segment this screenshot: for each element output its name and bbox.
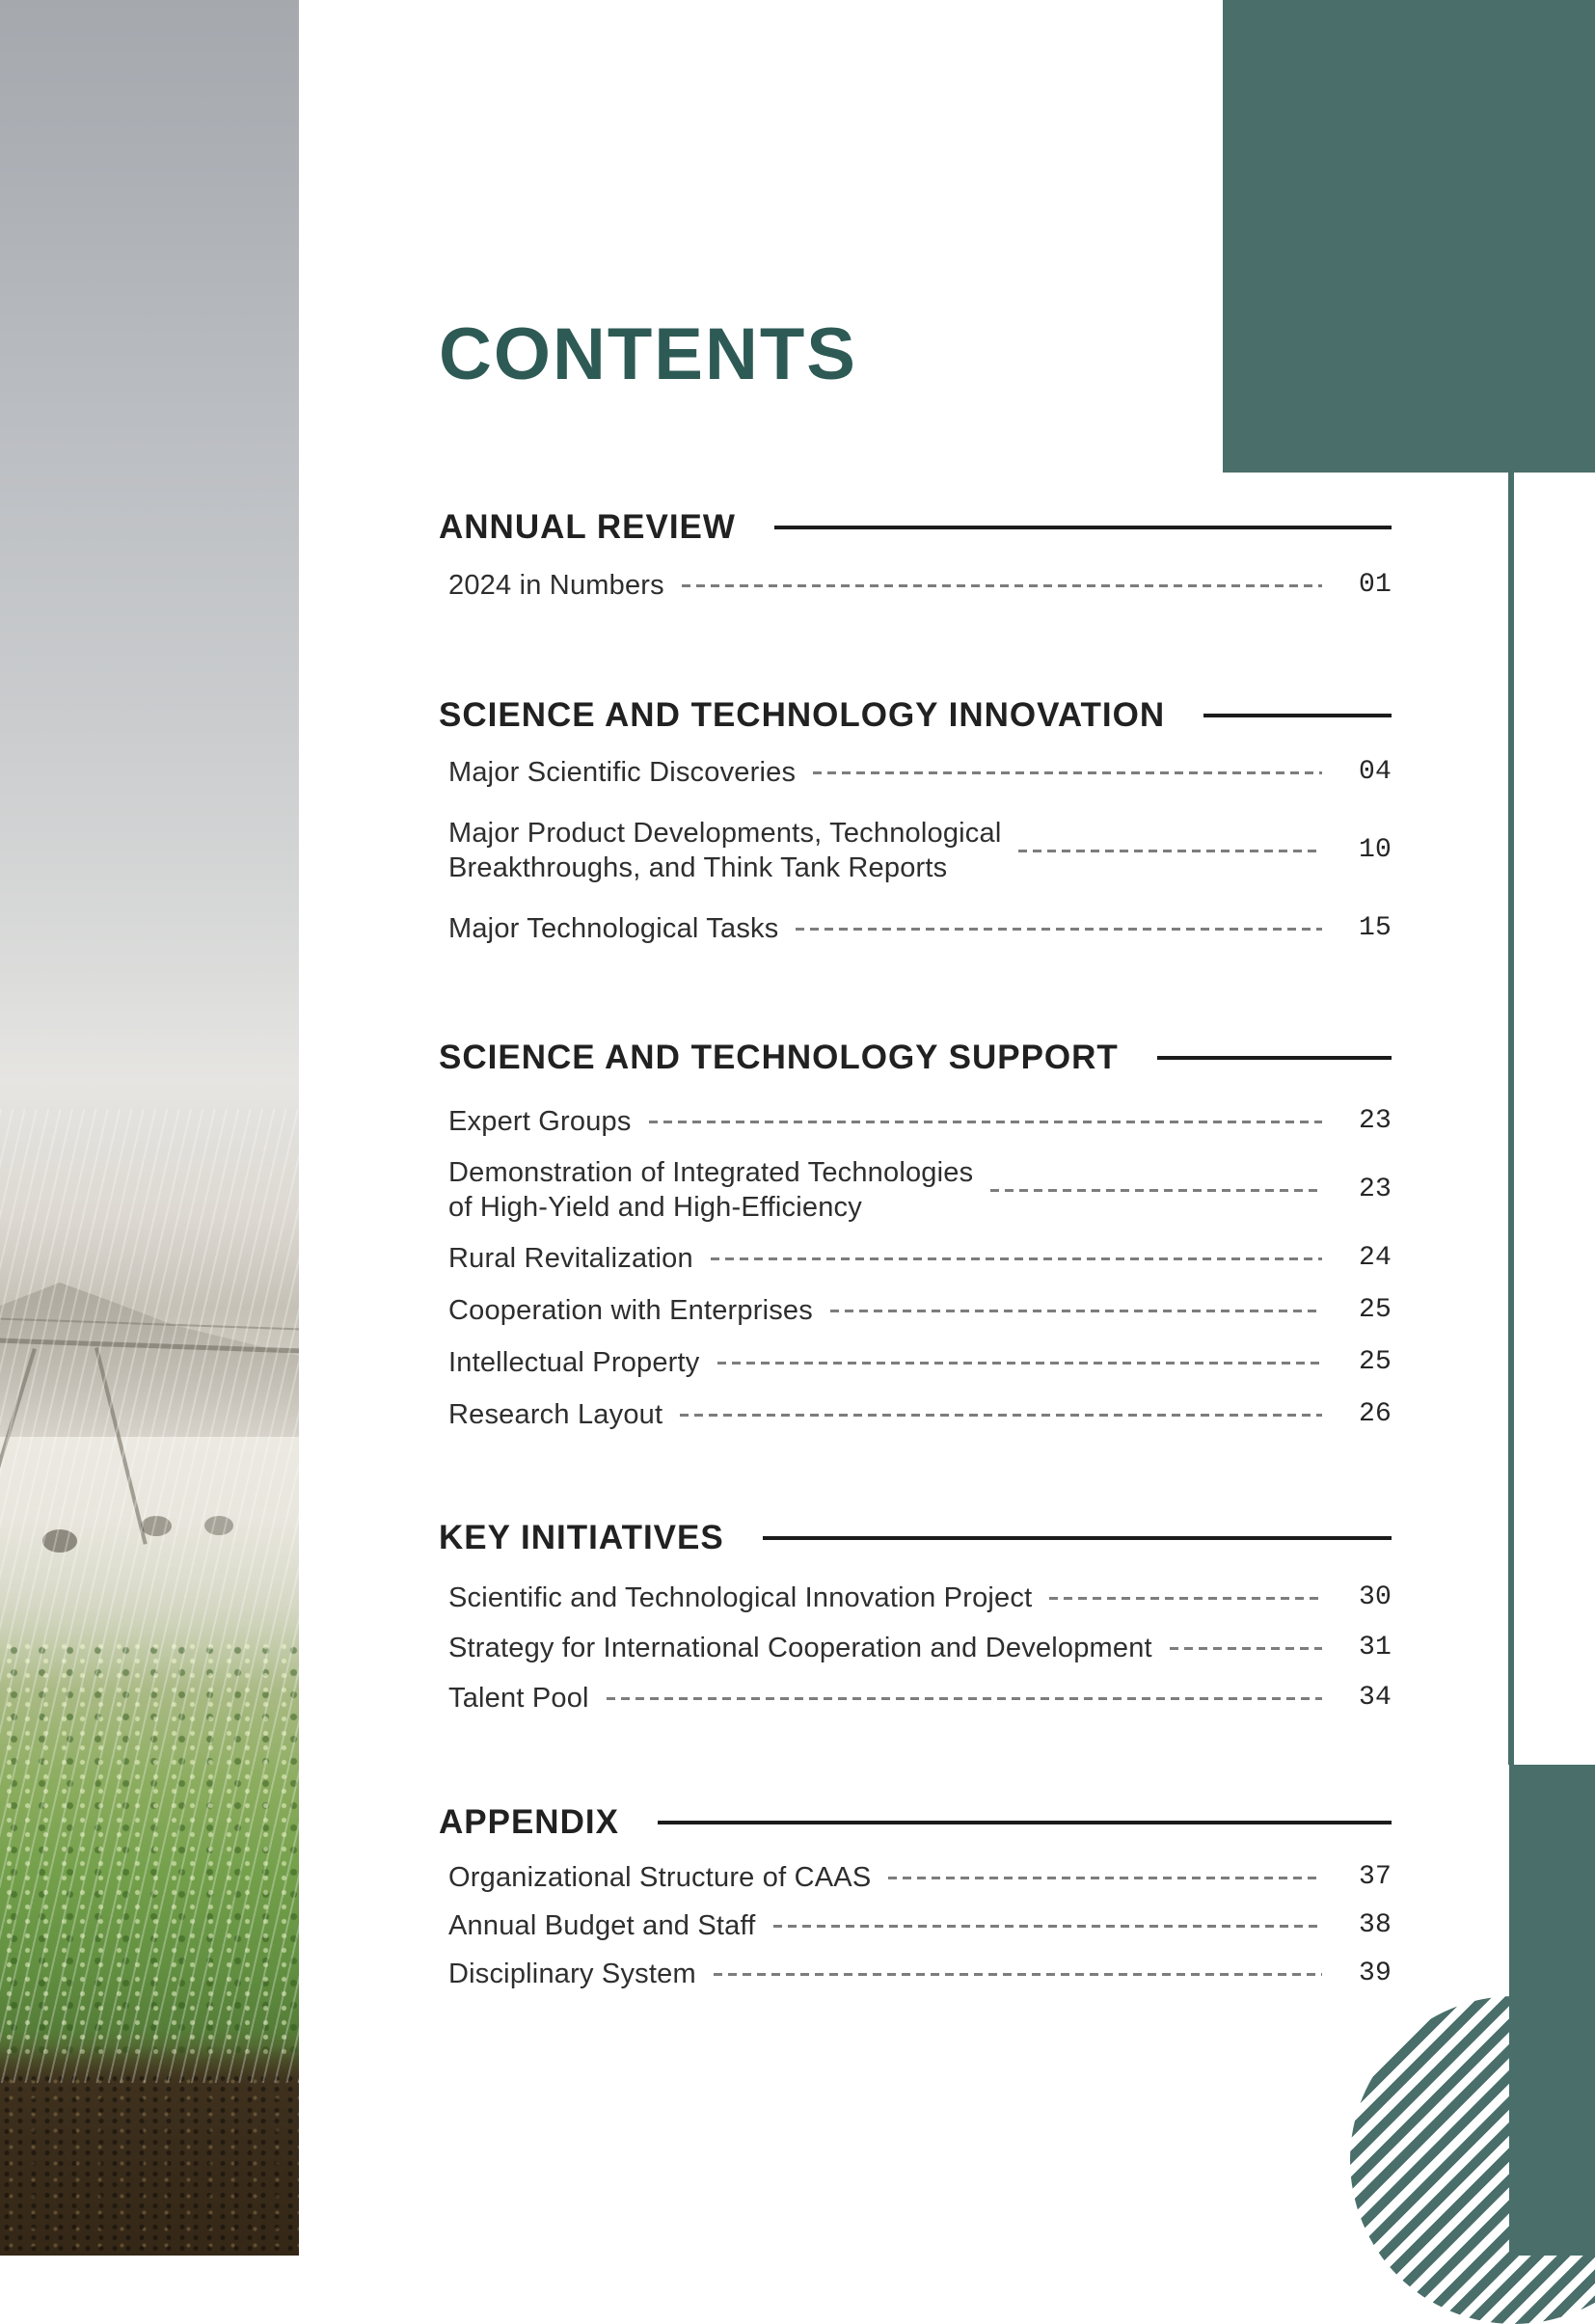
toc-entry-label: Cooperation with Enterprises [448,1295,813,1326]
section-header [439,1803,1392,1842]
toc-entry[interactable] [439,1680,1392,1716]
toc-entry-label: Intellectual Property [448,1347,700,1378]
toc-entry[interactable] [439,1396,1392,1433]
section-title: ANNUAL REVIEW [439,508,736,546]
irrigation-wheel [204,1516,233,1535]
dotted-leader [607,1697,1322,1700]
toc-entry-page: 01 [1358,570,1392,600]
toc-entry-label: Expert Groups [448,1106,632,1137]
section-sci-tech-support [439,1039,1392,1433]
dotted-leader [796,928,1322,931]
page-title: CONTENTS [439,313,857,395]
irrigation-leg [0,1348,37,1548]
toc-entry[interactable] [439,1580,1392,1616]
toc-entry[interactable] [439,1292,1392,1329]
toc-entry-page: 25 [1358,1347,1392,1377]
section-rows [439,1103,1392,1433]
dotted-leader [649,1121,1322,1123]
dotted-leader [717,1362,1323,1365]
teal-side-bar [1509,1765,1595,2256]
section-rows [439,754,1392,947]
hill-silhouette [0,1283,299,1475]
toc-entry-page: 15 [1358,913,1392,943]
toc-entry[interactable] [439,567,1392,604]
toc-entry[interactable] [439,1907,1392,1944]
section-title: SCIENCE AND TECHNOLOGY SUPPORT [439,1039,1119,1076]
toc-entry-page: 34 [1358,1683,1392,1713]
mist-overlay [0,1437,299,1688]
dotted-leader [773,1925,1323,1928]
toc-entry-page: 26 [1358,1399,1392,1429]
teal-vertical-line [1508,473,1514,1765]
dotted-leader [714,1973,1322,1976]
soil-band [0,2044,299,2256]
toc-entry[interactable] [439,1240,1392,1277]
toc-entry-label: Disciplinary System [448,1959,696,1989]
toc-entry[interactable] [439,1155,1392,1225]
soil-texture [0,2073,299,2256]
section-title: SCIENCE AND TECHNOLOGY INNOVATION [439,696,1166,734]
section-rule [763,1536,1392,1540]
dotted-leader [1170,1647,1322,1650]
toc-entry-page: 30 [1358,1582,1392,1612]
teal-corner-block [1223,0,1595,473]
section-header [439,1039,1392,1077]
toc-entry[interactable] [439,1956,1392,1992]
toc-entry-page: 23 [1358,1175,1392,1204]
section-sci-tech-innovation [439,696,1392,947]
toc-entry[interactable] [439,1344,1392,1381]
section-rule [774,526,1392,529]
water-spray-streaks [0,1109,299,2083]
toc-entry-page: 38 [1358,1910,1392,1940]
toc-entry-label: Annual Budget and Staff [448,1910,756,1941]
section-header [439,1519,1392,1557]
section-title: APPENDIX [439,1803,619,1841]
section-rows [439,1859,1392,1992]
toc-entry-label: Organizational Structure of CAAS [448,1862,872,1893]
section-key-initiatives [439,1519,1392,1716]
toc-entry-page: 24 [1358,1243,1392,1273]
section-title: KEY INITIATIVES [439,1519,724,1556]
toc-entry-label: Major Scientific Discoveries [448,757,797,788]
toc-entry-label: 2024 in Numbers [448,570,664,601]
toc-entry-label: Major Technological Tasks [448,913,779,944]
toc-entry[interactable] [439,754,1392,791]
irrigation-truss [0,1317,299,1330]
dotted-leader [682,584,1322,587]
irrigation-wheel [42,1529,77,1553]
toc-entry-label: Major Product Developments, Technological Breakthroughs, and Think Tank Reports [448,818,1002,883]
toc-entry-page: 10 [1358,835,1392,865]
dotted-leader [990,1189,1322,1192]
dotted-leader [1049,1597,1322,1600]
irrigation-wheel [141,1516,172,1536]
toc-entry-page: 04 [1358,757,1392,787]
toc-entry-page: 25 [1358,1295,1392,1325]
toc-entry-label: Research Layout [448,1399,663,1430]
toc-entry-label: Demonstration of Integrated Technologies of High-Yield and High-Efficiency [448,1157,974,1223]
toc-entry-page: 23 [1358,1106,1392,1136]
toc-entry-label: Scientific and Technological Innovation Project [448,1582,1033,1613]
section-rule [1157,1056,1392,1060]
dotted-leader [680,1414,1322,1417]
toc-entry[interactable] [439,910,1392,947]
crop-canopy-texture [0,1639,299,2054]
dotted-leader [813,771,1322,774]
irrigation-leg [95,1347,148,1545]
field-photo [0,0,299,2256]
toc-entry[interactable] [439,816,1392,885]
toc-entry[interactable] [439,1630,1392,1666]
section-appendix [439,1803,1392,1992]
irrigation-boom [0,1338,299,1353]
toc-entry-label: Rural Revitalization [448,1243,693,1274]
toc-entry-label: Strategy for International Cooperation and Development [448,1633,1152,1663]
toc-entry-page: 39 [1358,1959,1392,1988]
section-rows [439,1580,1392,1716]
toc-entry[interactable] [439,1859,1392,1896]
dotted-leader [830,1310,1322,1312]
dotted-leader [711,1257,1322,1260]
dotted-leader [1018,850,1322,852]
toc-entry[interactable] [439,1103,1392,1140]
toc-entry-label: Talent Pool [448,1683,589,1714]
dotted-leader [888,1877,1322,1879]
section-rule [1203,714,1392,717]
section-rows [439,567,1392,604]
section-annual-review [439,508,1392,604]
section-rule [658,1821,1392,1824]
toc-entry-page: 37 [1358,1862,1392,1892]
section-header [439,508,1392,547]
toc-entry-page: 31 [1358,1633,1392,1662]
section-header [439,696,1392,735]
